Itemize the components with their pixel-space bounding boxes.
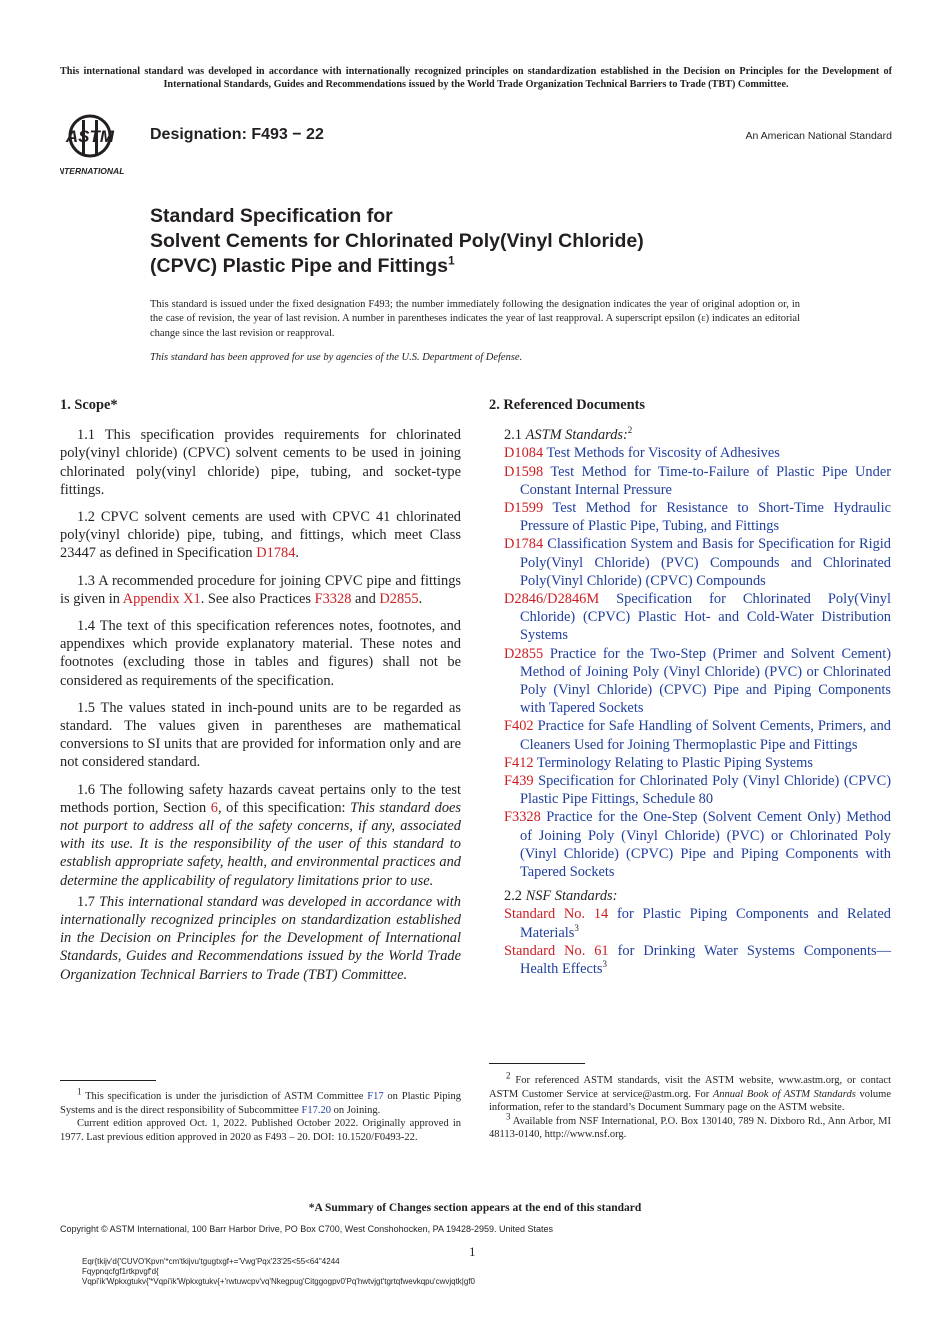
astm-reference-title[interactable]: Specification for Chlorinated Poly (Vinyl Chloride) (CPVC) Plastic Pipe Fittings, Schedule 80 bbox=[520, 773, 891, 808]
nsf-standards-label: 2.2 NSF Standards: bbox=[504, 888, 618, 905]
astm-reference-item bbox=[489, 717, 891, 753]
designation: Designation: F493 − 22 bbox=[150, 126, 324, 143]
nsf-reference-item bbox=[489, 905, 891, 941]
link-f3328[interactable]: F3328 bbox=[314, 590, 352, 607]
nsf-reference-item bbox=[489, 942, 891, 978]
astm-reference-item bbox=[489, 499, 891, 535]
astm-reference-item bbox=[489, 808, 891, 881]
nsf-reference-code[interactable]: Standard No. 61 bbox=[504, 942, 609, 959]
astm-reference-item bbox=[489, 590, 891, 645]
nsf-reference-footnote-mark: 3 bbox=[602, 959, 607, 970]
page-number: 1 bbox=[469, 1244, 476, 1259]
licence-watermark: Eqr{tkijv'd{'CUVO'Kpvn'*cm'tkijvu'tgugtxgf+='Vwg'Pqx'23'25<55<64''4244 Fqypnqcfgf1rtkpvgf'd{ Vqpi'ik'Wpkxgtukv{'*Vqpi'ik'Wpkxgtukv{+'rwtuwcpv'vq'Nkegpug'Citggogpv0'Pq'hwtvjgt'tgrtqfwevkqpu'cwvjqtk|gf0 bbox=[82, 1257, 476, 1286]
astm-reference-item bbox=[489, 754, 891, 772]
astm-reference-title[interactable]: Test Method for Resistance to Short-Time Hydraulic Pressure of Plastic Pipe, Tubing, and Fittings bbox=[520, 500, 891, 535]
astm-reference-title[interactable]: Classification System and Basis for Specification for Rigid Poly(Vinyl Chloride) (PVC) Compounds and Chlorinated Poly(Vinyl Chloride) (CPVC) Compounds bbox=[520, 536, 891, 589]
scope-section bbox=[60, 396, 461, 984]
astm-standards-label: 2.1 ASTM Standards:$^2$ bbox=[504, 425, 633, 444]
astm-reference-title[interactable]: Practice for the Two-Step (Primer and Solvent Cement) Method of Joining Poly (Vinyl Chloride) (PVC) or Chlorinated Poly (Vinyl Chloride) (CPVC) Pipe and Piping Components with Tapered Sockets bbox=[520, 645, 891, 717]
astm-reference-code[interactable]: D1784 bbox=[504, 536, 544, 553]
astm-reference-title[interactable]: Specification for Chlorinated Poly(Vinyl Chloride) (CPVC) Plastic Hot- and Cold-Water Distribution Systems bbox=[520, 591, 891, 644]
referenced-documents bbox=[489, 396, 891, 978]
astm-reference-code[interactable]: F402 bbox=[504, 718, 534, 735]
nsf-reference-code[interactable]: Standard No. 14 bbox=[504, 906, 609, 923]
title-line-2: Solvent Cements for Chlorinated Poly(Vinyl Chloride) bbox=[150, 230, 644, 252]
nsf-reference-list bbox=[489, 905, 891, 978]
astm-reference-title[interactable]: Terminology Relating to Plastic Piping Systems bbox=[533, 754, 813, 771]
issued-note: This standard is issued under the fixed designation F493; the number immediately following the designation indicates the year of original adoption or, in the case of revision, the year of last revision. A number in parentheses indicates the year of last reapproval. A superscript epsilon (ε) indicates an editorial change since the last revision or reapproval. bbox=[150, 299, 800, 339]
astm-reference-code[interactable]: F3328 bbox=[504, 809, 541, 826]
summary-of-changes-note: *A Summary of Changes section appears at the end of this standard bbox=[308, 1202, 642, 1214]
para-1-4: 1.4 The text of this specification references notes, footnotes, and appendixes which provide explanatory material. These notes and footnotes (excluding those in tables and figures) shall not be considered as requirements of the specification. bbox=[60, 618, 461, 689]
astm-reference-code[interactable]: D1598 bbox=[504, 463, 544, 480]
link-d1784[interactable]: D1784 bbox=[256, 545, 296, 562]
footnote-1: $^1$ This specification is under the jurisdiction of ASTM Committee F17 on Plastic Piping Systems and is the direct responsibility of Subcommittee F17.20 on Joining. Current edition approved Oct. 1, 2022. Published October 2022. Originally approved in 1977. Last previous edition approved in 2020 as F493 – 20. DOI: 10.1520/F0493-22. bbox=[60, 1086, 461, 1143]
nsf-reference-title[interactable]: for Drinking Water Systems Components—Health Effects bbox=[520, 942, 891, 978]
link-section-6[interactable]: 6 bbox=[210, 799, 218, 816]
astm-reference-title[interactable]: Practice for Safe Handling of Solvent Cements, Primers, and Cleaners Used for Joining Thermoplastic Pipe and Fittings bbox=[520, 718, 891, 753]
footnote-rule-right bbox=[489, 1063, 585, 1064]
link-appendix-x1[interactable]: Appendix X1 bbox=[122, 590, 201, 607]
astm-reference-list bbox=[489, 444, 891, 881]
para-1-7: 1.7 This international standard was developed in accordance with internationally recognized principles on standardization established in the Decision on Principles for the Development of International Standards, Guides and Recommendations issued by the World Trade Organization Technical Barriers to Trade (TBT) Committee. bbox=[60, 893, 461, 983]
wto-notice: This international standard was developed in accordance with internationally recognized principles on standardization established in the Decision on Principles for the Development of International Standards, Guides and Recommendations issued by the World Trade Organization Technical Barriers to Trade (TBT) Committee. bbox=[60, 66, 892, 90]
logo-letters: ASTM bbox=[65, 127, 115, 146]
para-1-5: 1.5 The values stated in inch-pound units are to be regarded as standard. The values given in parentheses are mathematical conversions to SI units that are provided for information only and are not considered standard. bbox=[60, 699, 461, 771]
title-line-1: Standard Specification for bbox=[150, 205, 393, 227]
astm-reference-code[interactable]: F412 bbox=[504, 754, 534, 771]
astm-reference-code[interactable]: D1084 bbox=[504, 445, 544, 462]
astm-reference-code[interactable]: D2846/D2846M bbox=[504, 591, 600, 608]
refs-heading: 2. Referenced Documents bbox=[489, 397, 645, 413]
astm-reference-item bbox=[489, 772, 891, 808]
title-line-3: (CPVC) Plastic Pipe and Fittings$^1$ bbox=[150, 253, 455, 277]
astm-reference-title[interactable]: Practice for the One-Step (Solvent Cement Only) Method of Joining Poly (Vinyl Chloride) (PVC) or Chlorinated Poly (Vinyl Chloride) (CPVC) Pipe and Piping Components with Tapered Sockets bbox=[520, 809, 891, 881]
american-national-standard: An American National Standard bbox=[745, 130, 892, 142]
astm-reference-item bbox=[489, 463, 891, 499]
link-d2855[interactable]: D2855 bbox=[379, 590, 419, 607]
astm-reference-item bbox=[489, 645, 891, 718]
astm-reference-title[interactable]: Test Method for Time-to-Failure of Plastic Pipe Under Constant Internal Pressure bbox=[520, 463, 891, 498]
astm-reference-code[interactable]: D1599 bbox=[504, 500, 544, 517]
astm-reference-code[interactable]: F439 bbox=[504, 773, 534, 790]
copyright: Copyright © ASTM International, 100 Barr Harbor Drive, PO Box C700, West Conshohocken, PA 19428-2959. United States bbox=[60, 1224, 554, 1234]
link-f17[interactable]: F17 bbox=[367, 1091, 384, 1102]
footnote-rule-left bbox=[60, 1080, 156, 1081]
link-f17-20[interactable]: F17.20 bbox=[301, 1104, 331, 1116]
nsf-reference-title[interactable]: for Plastic Piping Components and Related Materials bbox=[520, 906, 891, 941]
astm-logo bbox=[60, 112, 142, 178]
document-title bbox=[150, 204, 850, 279]
astm-reference-code[interactable]: D2855 bbox=[504, 645, 544, 662]
footnote-2-3: $^2$ For referenced ASTM standards, visit the ASTM website, www.astm.org, or contact ASTM Customer Service at service@astm.org. For Annual Book of ASTM Standards volume information, refer to the standard’s Document Summary page on the ASTM website. $^3$ Available from NSF International, P.O. Box 130140, 789 N. Dixboro Rd., Ann Arbor, MI 48113-0140, http://www.nsf.org. bbox=[489, 1070, 891, 1140]
astm-reference-item bbox=[489, 535, 891, 590]
para-1-3: 1.3 A recommended procedure for joining CPVC pipe and fittings is given in Appendix X1. See also Practices F3328 and D2855. bbox=[60, 572, 461, 607]
astm-reference-item bbox=[489, 444, 891, 462]
nsf-reference-footnote-mark: 3 bbox=[574, 922, 579, 933]
logo-sub: INTERNATIONAL bbox=[60, 166, 125, 176]
para-1-6: 1.6 The following safety hazards caveat pertains only to the test methods portion, Section 6, of this specification: This standard does not purport to address all of the safety concerns, if any, associated with its use. It is the responsibility of the user of this standard to establish appropriate safety, health, and environmental practices and determine the applicability of regulatory limitations prior to use. bbox=[60, 781, 461, 889]
dod-note: This standard has been approved for use by agencies of the U.S. Department of Defense. bbox=[150, 352, 523, 363]
scope-heading: 1. Scope* bbox=[60, 397, 118, 413]
astm-reference-title[interactable]: Test Methods for Viscosity of Adhesives bbox=[543, 445, 780, 462]
para-1-1: 1.1 This specification provides requirements for chlorinated poly(vinyl chloride) (CPVC) solvent cements to be used in joining chlorinated poly(vinyl chloride) pipe, tubing, and socket-type fittings. bbox=[60, 427, 461, 498]
para-1-2: 1.2 CPVC solvent cements are used with CPVC 41 chlorinated poly(vinyl chloride) pipe, tubing, and fittings, which meet Class 23447 as defined in Specification D1784. bbox=[60, 509, 461, 562]
